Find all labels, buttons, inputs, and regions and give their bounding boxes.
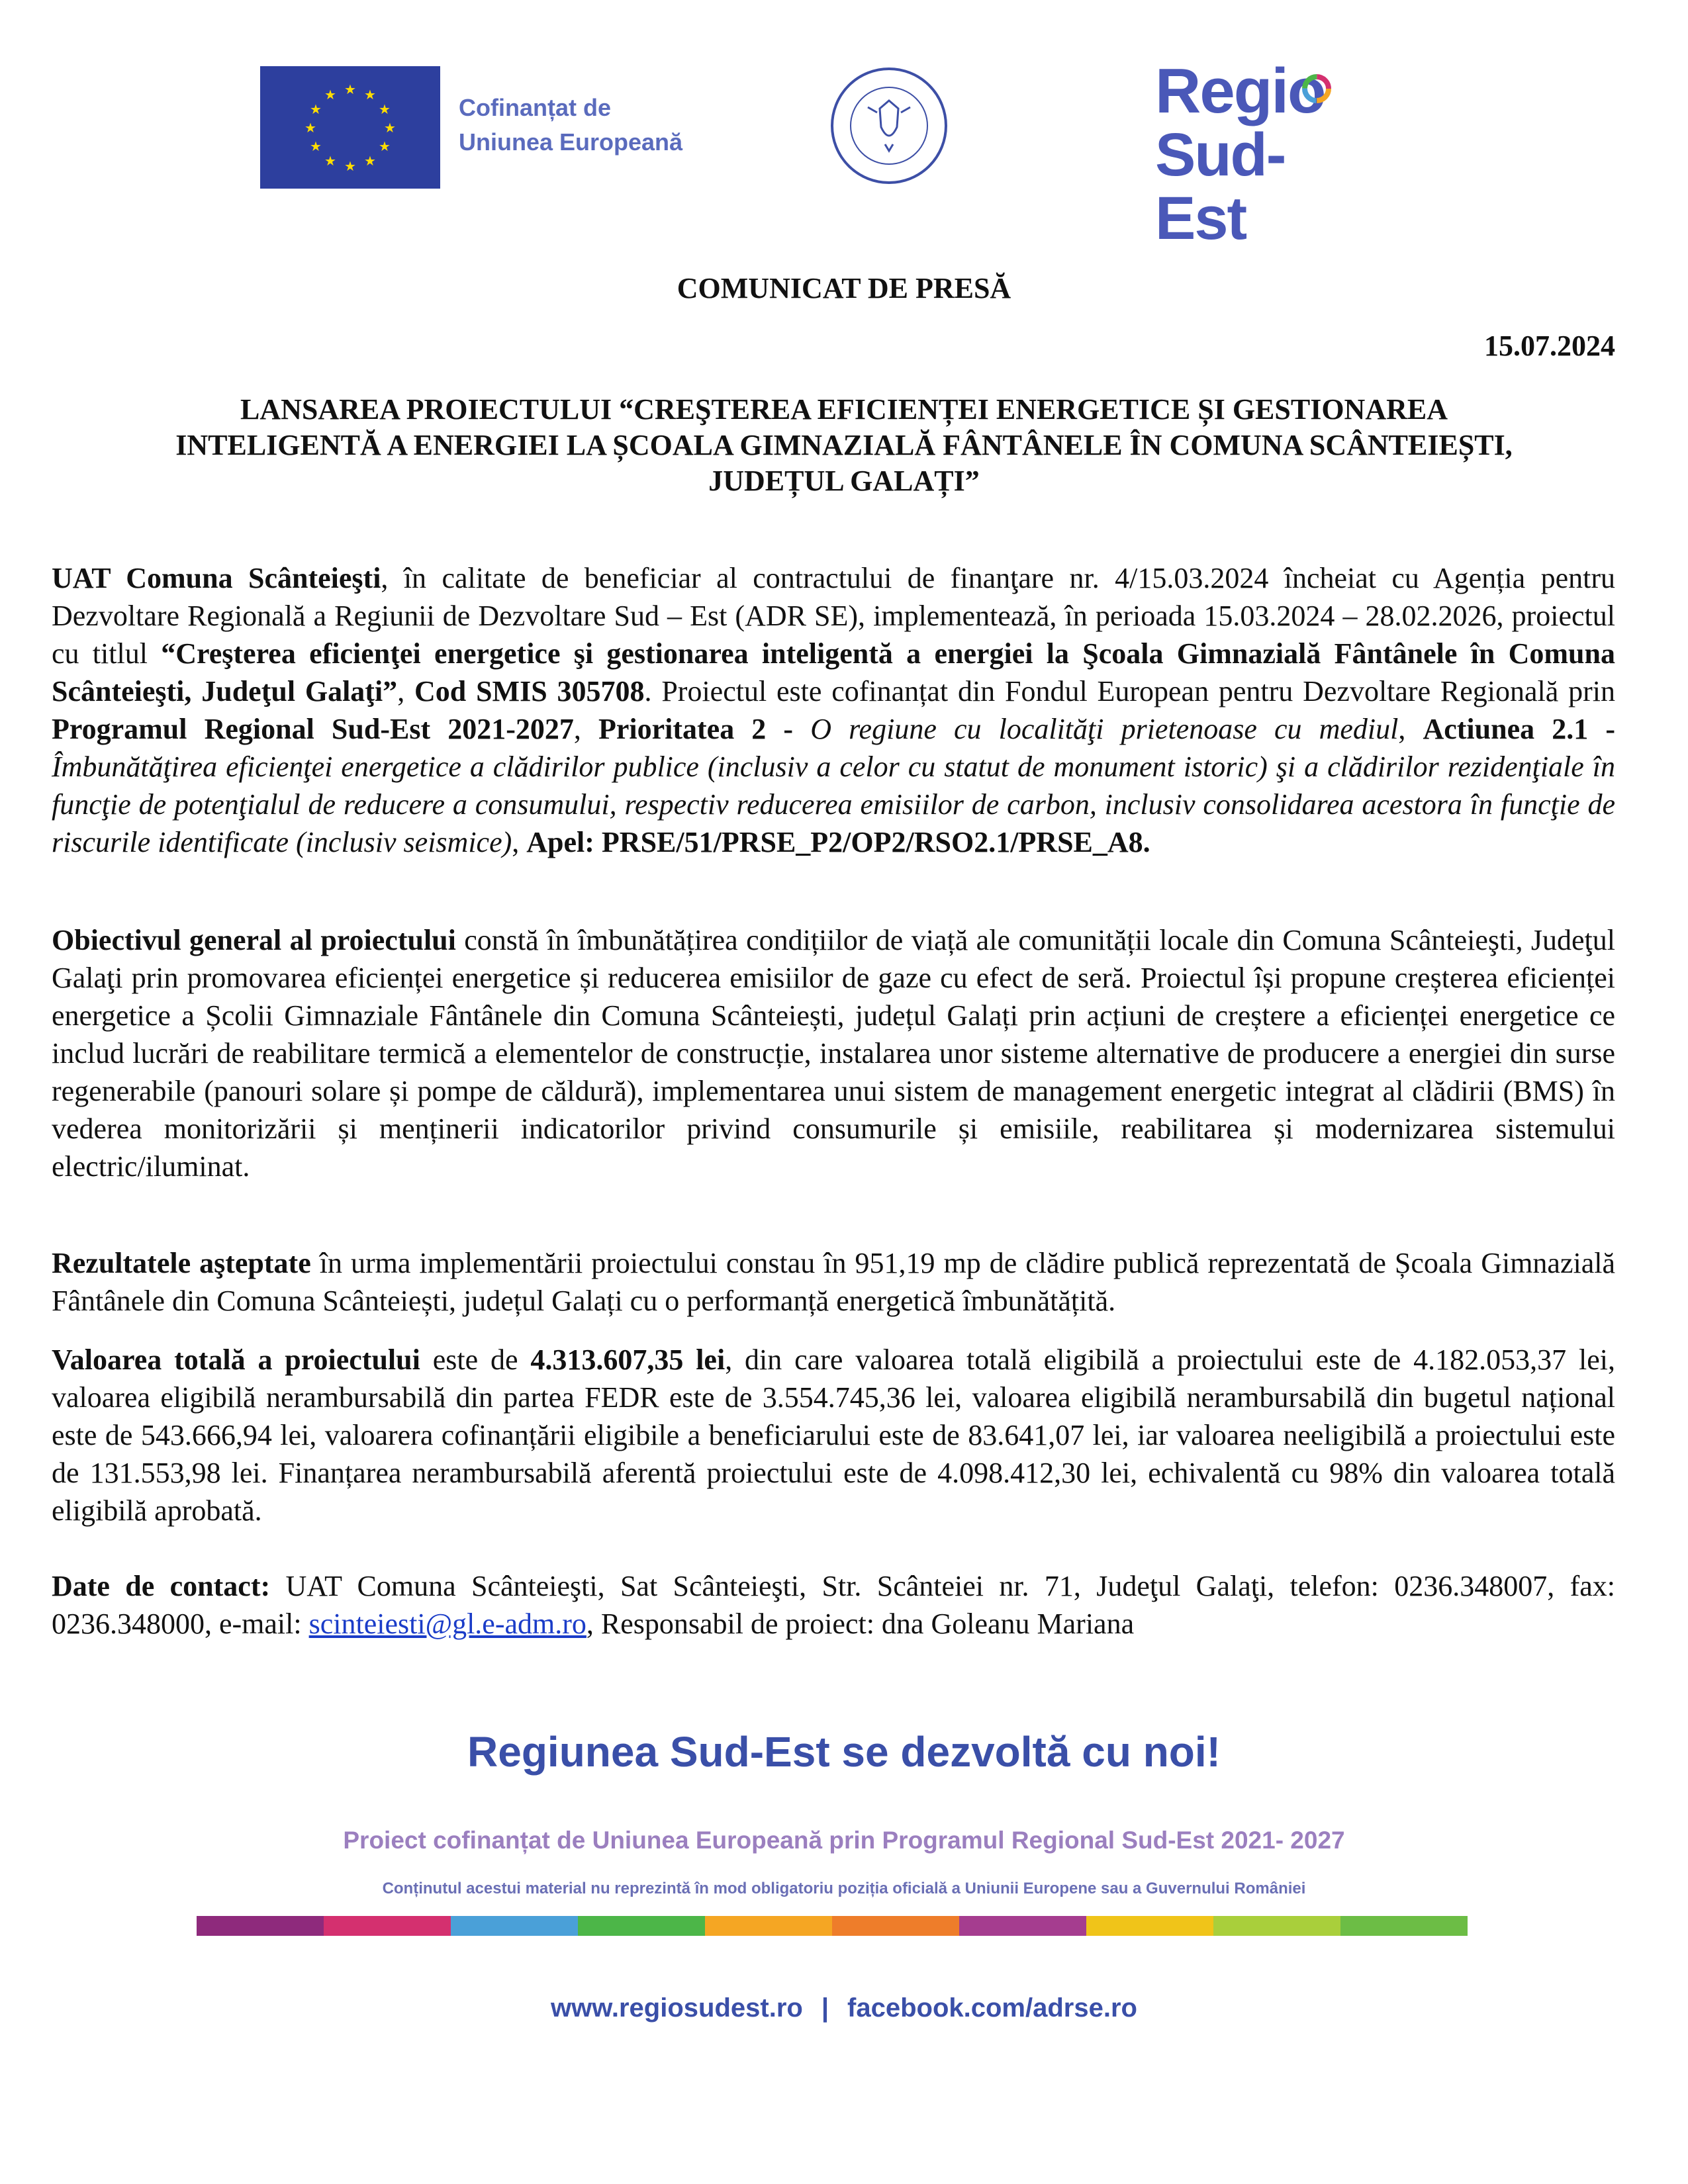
- facebook-link[interactable]: facebook.com/adrse.ro: [847, 1993, 1137, 2023]
- svg-text:★: ★: [305, 120, 316, 136]
- footer-links: [0, 1993, 1688, 2023]
- value-connector: este de: [420, 1343, 531, 1376]
- regio-logo-line1: Regio: [1155, 56, 1325, 126]
- intro-sep-4: ,: [512, 826, 527, 858]
- total-value: 4.313.607,35 lei: [530, 1343, 726, 1376]
- footer-cofinancing-note: Proiect cofinanțat de Uniunea Europeană prin Programul Regional Sud-Est 2021- 2027: [343, 1827, 1345, 1854]
- color-bar-segment: [959, 1916, 1086, 1936]
- svg-text:★: ★: [364, 153, 376, 169]
- priority-label: Prioritatea 2 -: [598, 713, 811, 745]
- color-bar-segment: [197, 1916, 324, 1936]
- action-text: Îmbunătăţirea eficienţei energetice a clădirilor publice (inclusiv a celor cu statut de monument istoric) şi a clădirilor rezidenţiale în funcţie de potenţialul de reducere a consumului, respectiv reducerea emisiilor de carbon, inclusiv consolidarea acestora în funcţie de riscurile identificate (inclusiv seismice): [52, 751, 1615, 858]
- regio-color-ring-icon: [1299, 71, 1334, 106]
- color-bar-segment: [1213, 1916, 1340, 1936]
- intro-sep: ,: [397, 675, 415, 707]
- svg-text:★: ★: [379, 101, 391, 117]
- color-bar-segment: [451, 1916, 578, 1936]
- contact-paragraph: [52, 1567, 1615, 1643]
- government-seal-icon: [829, 66, 949, 185]
- beneficiary-name: UAT Comuna Scânteieşti: [52, 562, 381, 594]
- svg-text:★: ★: [344, 158, 356, 174]
- color-bar-segment: [705, 1916, 832, 1936]
- color-bar-segment: [1340, 1916, 1468, 1936]
- color-bar-segment: [1086, 1916, 1213, 1936]
- link-separator: |: [821, 1993, 829, 2023]
- color-bar-segment: [324, 1916, 451, 1936]
- press-release-title: [60, 392, 1628, 499]
- footer-color-bar: [197, 1916, 1468, 1936]
- svg-text:★: ★: [384, 120, 396, 136]
- contact-responsible: , Responsabil de proiect: dna Goleanu Mariana: [586, 1608, 1135, 1640]
- objective-paragraph: [52, 921, 1615, 1185]
- intro-sep-2: ,: [573, 713, 598, 745]
- contact-email-link[interactable]: scinteiesti@gl.e-adm.ro: [308, 1608, 586, 1640]
- svg-text:★: ★: [344, 81, 356, 97]
- svg-text:★: ★: [324, 87, 336, 103]
- smis-code: Cod SMIS 305708: [414, 675, 645, 707]
- results-paragraph: [52, 1244, 1615, 1320]
- objective-text: constă în îmbunătățirea condițiilor de viață ale comunității locale din Comuna Scânteieşti, Judeţul Galaţi prin promovarea eficienței energetice și reducerea emisiilor de gaze cu efect de seră. Proiectul își propune creșterea eficienței energetice a Școlii Gimnaziale Fântânele din Comuna Scânteiești, județul Galați prin acțiuni de creștere a eficienței energetice ce includ lucrări de reabilitare termică a elementelor de construcție, instalarea unor sisteme alternative de producere a energiei din surse regenerabile (panouri solare și pompe de căldură), implementarea unui sistem de management energetic integrat al clădirii (BMS) în vederea monitorizării și menținerii indicatorilor privind consumurile și emisiile, reabilitarea și modernizarea sistemului electric/iluminat.: [52, 924, 1615, 1183]
- regio-logo-line2: Sud-Est: [1155, 121, 1286, 252]
- document-type: COMUNICAT DE PRESĂ: [677, 272, 1011, 304]
- intro-funding-text: . Proiectul este cofinanțat din Fondul European pentru Dezvoltare Regională prin: [644, 675, 1616, 707]
- regio-sud-est-logo: [1155, 56, 1354, 252]
- svg-text:★: ★: [364, 87, 376, 103]
- call-code: Apel: PRSE/51/PRSE_P2/OP2/RSO2.1/PRSE_A8.: [526, 826, 1150, 858]
- footer-slogan: Regiunea Sud-Est se dezvoltă cu noi!: [467, 1728, 1221, 1776]
- results-label: Rezultatele aşteptate: [52, 1247, 311, 1279]
- svg-text:★: ★: [379, 138, 391, 154]
- contact-text: UAT Comuna Scânteieşti, Sat Scânteieşti, Str. Scânteiei nr. 71, Judeţul Galaţi, telefon: 0236.348007, fax: 0236.348000, e-mail:: [52, 1570, 1615, 1640]
- title-line-3: JUDEȚUL GALAȚI”: [708, 465, 980, 497]
- svg-text:★: ★: [310, 138, 322, 154]
- eu-logo-line1: Cofinanțat de: [459, 94, 611, 121]
- action-label: Actiunea 2.1 -: [1423, 713, 1615, 745]
- value-text: , din care valoarea totală eligibilă a proiectului este de 4.182.053,37 lei, valoarea eligibilă nerambursabilă din partea FEDR este de 3.554.745,36 lei, valoarea eligibilă nerambursabilă din bugetul național este de 543.666,94 lei, valoarera cofinanțării eligibile a beneficiarului este de 83.641,07 lei, iar valoarea neeligibilă a proiectului este de 131.553,98 lei. Finanțarea nerambursabilă aferentă proiectului este de 4.098.412,30 lei, echivalentă cu 98% din valoarea totală eligibilă aprobată.: [52, 1343, 1615, 1527]
- intro-text: , în calitate de beneficiar al contractului de finanţare nr. 4/15.03.2024 încheiat cu Agenția pentru Dezvoltare Regională a Regiunii de Dezvoltare Sud – Est (ADR SE), implementează, în perioada 15.03.2024 – 28.02.2026, proiectul cu titlul: [52, 562, 1615, 670]
- title-line-2: INTELIGENTĂ A ENERGIEI LA ȘCOALA GIMNAZIALĂ FÂNTÂNELE ÎN COMUNA SCÂNTEIEȘTI,: [175, 429, 1513, 461]
- contact-label: Date de contact:: [52, 1570, 271, 1602]
- color-bar-segment: [832, 1916, 959, 1936]
- priority-text: O regiune cu localităţi prietenoase cu mediul: [810, 713, 1399, 745]
- results-text: în urma implementării proiectului constau în 951,19 mp de clădire publică reprezentată de Școala Gimnazială Fântânele din Comuna Scânteiești, județul Galați cu o performanță energetică îmbunătățită.: [52, 1247, 1615, 1317]
- value-paragraph: [52, 1341, 1615, 1529]
- intro-paragraph: [52, 559, 1615, 861]
- eu-cofinanced-logo: [260, 66, 718, 189]
- eu-flag-icon: [260, 66, 440, 189]
- objective-label: Obiectivul general al proiectului: [52, 924, 456, 956]
- document-date: 15.07.2024: [1484, 330, 1615, 362]
- title-line-1: LANSAREA PROIECTULUI “CREŞTEREA EFICIENȚEI ENERGETICE ȘI GESTIONAREA: [240, 393, 1448, 426]
- color-bar-segment: [578, 1916, 705, 1936]
- website-link[interactable]: www.regiosudest.ro: [551, 1993, 803, 2023]
- svg-text:★: ★: [324, 153, 336, 169]
- program-name: Programul Regional Sud-Est 2021-2027: [52, 713, 574, 745]
- footer-disclaimer: Conținutul acestui material nu reprezintă în mod obligatoriu poziția oficială a Uniunii Europene sau a Guvernului României: [382, 1880, 1306, 1897]
- svg-text:★: ★: [310, 101, 322, 117]
- eu-logo-line2: Uniunea Europeană: [459, 128, 683, 156]
- intro-sep-3: ,: [1398, 713, 1423, 745]
- project-title: “Creşterea eficienţei energetice şi gestionarea inteligentă a energiei la Şcoala Gimnazială Fântânele în Comuna Scânteieşti, Judeţul Galaţi”: [52, 637, 1615, 707]
- value-label: Valoarea totală a proiectului: [52, 1343, 420, 1376]
